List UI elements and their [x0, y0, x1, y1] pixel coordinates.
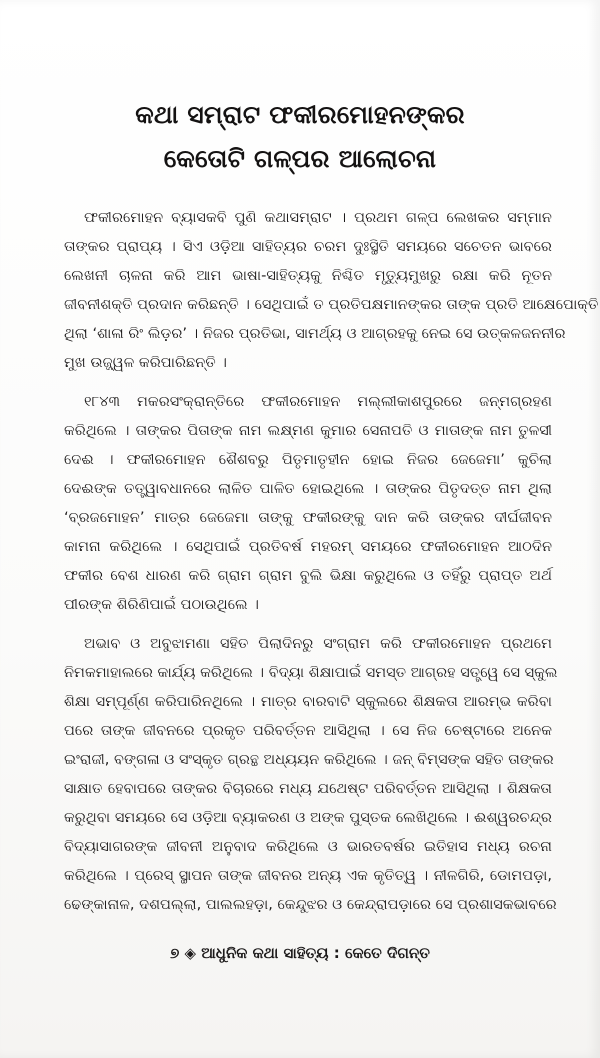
chapter-title-line-2: କେତୋଟି ଗଳ୍ପର ଆଲୋଚନା	[163, 144, 437, 173]
text-line: ବିଦ୍ୟାସାଗରଙ୍କ ଜୀବନୀ ଅନୁବାଦ କରିଥିଲେ ଓ ଭାରତବର୍ଷର ଇତିହାସ ମଧ୍ୟ ରଚନା	[64, 838, 552, 855]
text-line: ପରେ ତାଙ୍କ ଜୀବନରେ ପ୍ରକୃତ ପରିବର୍ତ୍ତନ ଆସିଥିଲା । ସେ ନିଜ ଚେଷ୍ଟାରେ ଅନେକ	[64, 722, 552, 739]
paragraph-3	[64, 629, 558, 919]
text-line: ଦେଈ । ଫକୀରମୋହନ ଶୈଶବରୁ ପିତୃମାତୃହୀନ ହୋଇ ନିଜର ଜେଜେମା’ କୁଚିଲା	[64, 451, 552, 468]
paragraph-2	[64, 387, 552, 619]
text-line: କାମନା କରିଥିଲେ । ସେଥିପାଇଁ ପ୍ରତିବର୍ଷ ମହରମ୍ ସମୟରେ ଫକୀରମୋହନ ଆଠଦିନ	[64, 538, 552, 555]
paragraph-gap	[64, 377, 552, 387]
body-text	[64, 203, 599, 919]
paragraph-gap	[64, 619, 552, 629]
text-line: ଅଭାବ ଓ ଅବୁଝାମଣା ସହିତ ପିଲାଦିନରୁ ସଂଗ୍ରାମ କରି ଫକୀରମୋହନ ପ୍ରଥମେ	[84, 635, 552, 652]
text-line: ମୁଖ ଉଜ୍ଜ୍ୱଳ କରିପାରିଛନ୍ତି ।	[64, 354, 227, 371]
text-line: ପୀରଙ୍କ ଶିରିଣିପାଇଁ ପଠାଉଥିଲେ ।	[64, 596, 259, 613]
text-line: ତାଙ୍କର ପ୍ରାପ୍ୟ । ସିଏ ଓଡ଼ିଆ ସାହିତ୍ୟର ଚରମ ଦୁଃସ୍ଥିତି ସମୟରେ ସଚେତନ ଭାବରେ	[64, 238, 552, 255]
page-number: ୭	[170, 944, 180, 962]
text-line: ସାକ୍ଷାତ ହେବାପରେ ତାଙ୍କର ବିଚାରରେ ମଧ୍ୟ ଯଥେଷ୍ଟ ପରିବର୍ତ୍ତନ ଆସିଥିଲା । ଶିକ୍ଷକତା	[64, 780, 552, 797]
text-line: ଦେଈଙ୍କ ତତ୍ତ୍ୱାବଧାନରେ ଲାଳିତ ପାଳିତ ହୋଇଥିଲେ । ତାଙ୍କର ପିତୃଦତ୍ତ ନାମ ଥିଲା	[64, 480, 552, 497]
page-footer	[60, 944, 540, 962]
text-line: ଢେଙ୍କାନାଳ, ଦଶପଲ୍ଲା, ପାଲଲହଡ଼ା, କେନ୍ଦୁଝର ଓ କେନ୍ଦ୍ରାପଡ଼ାରେ ସେ ପ୍ରଶାସକଭାବରେ	[64, 896, 557, 913]
running-book-title: ଆଧୁନିକ କଥା ସାହିତ୍ୟ : କେତେ ଦିଗନ୍ତ	[201, 944, 430, 962]
text-line: କରିଥିଲେ । ତାଙ୍କର ପିତାଙ୍କ ନାମ ଲକ୍ଷ୍ମଣ କୁମାର ସେନାପତି ଓ ମାତାଙ୍କ ନାମ ତୁଳସୀ	[64, 422, 552, 439]
text-line: ଲେଖନୀ ଚାଳନା କରି ଆମ ଭାଷା-ସାହିତ୍ୟକୁ ନିଶ୍ଚିତ ମୃତ୍ୟୁମୁଖରୁ ରକ୍ଷା କରି ନୂତନ	[64, 267, 552, 284]
text-line: ଇଂରାଜୀ, ବଙ୍ଗଳା ଓ ସଂସ୍କୃତ ଗ୍ରନ୍ଥ ଅଧ୍ୟୟନ କରିଥିଲେ । ଜନ୍ ବିମ୍‌ସଙ୍କ ସହିତ ତାଙ୍କର	[64, 751, 554, 768]
text-line: ଫକୀରମୋହନ ବ୍ୟାସକବି ପୁଣି କଥାସମ୍ରାଟ । ପ୍ରଥମ ଗଳ୍ପ ଲେଖକର ସମ୍ମାନ	[84, 209, 552, 226]
text-line: କରୁଥିବା ସମୟରେ ସେ ଓଡ଼ିଆ ବ୍ୟାକରଣ ଓ ଅଙ୍କ ପୁସ୍ତକ ଲେଖିଥିଲେ । ଈଶ୍ୱରଚନ୍ଦ୍ର	[64, 809, 552, 826]
chapter-title-line-1: କଥା ସମ୍ରାଟ ଫକୀରମୋହନଙ୍କର	[135, 100, 465, 129]
text-line: ଫକୀର ବେଶ ଧାରଣ କରି ଗ୍ରାମ ଗ୍ରାମ ବୁଲି ଭିକ୍ଷା କରୁଥିଲେ ଓ ତହିଁରୁ ପ୍ରାପ୍ତ ଅର୍ଥ	[64, 567, 552, 584]
text-line: ନିମକମାହାଲରେ କାର୍ଯ୍ୟ କରିଥିଲେ । ବିଦ୍ୟା ଶିକ୍ଷାପାଇଁ ସମସ୍ତ ଆଗ୍ରହ ସତ୍ତ୍ୱେ ସେ ସ୍କୁଲ	[64, 664, 558, 681]
diamond-ornament-icon: ◈	[184, 944, 197, 962]
text-line: ‘ବ୍ରଜମୋହନ’ ମାତ୍ର ଜେଜେମା ତାଙ୍କୁ ଫକୀରଙ୍କୁ ଦାନ କରି ତାଙ୍କର ଦୀର୍ଘଜୀବନ	[64, 509, 552, 526]
text-line: ଶିକ୍ଷା ସମ୍ପୂର୍ଣ୍ଣ କରିପାରିନଥିଲେ । ମାତ୍ର ବାରବାଟି ସ୍କୁଲରେ ଶିକ୍ଷକତା ଆରମ୍ଭ କରିବା	[64, 693, 552, 710]
paragraph-1	[64, 203, 599, 377]
text-line: ଥିଲା ‘ଶାଳା ରିଂ ଲିଡ଼ର’ । ନିଜର ପ୍ରତିଭା, ସାମର୍ଥ୍ୟ ଓ ଆଗ୍ରହକୁ ନେଇ ସେ ଉତ୍କଳଜନନୀର	[64, 325, 566, 342]
text-line: ୧୮୪୩ ମକରସଂକ୍ରାନ୍ତିରେ ଫକୀରମୋହନ ମଲ୍ଲୀକାଶପୁରରେ ଜନ୍ମଗ୍ରହଣ	[84, 393, 552, 410]
text-line: ଜୀବନୀଶକ୍ତି ପ୍ରଦାନ କରିଛନ୍ତି । ସେଥିପାଇଁ ତ ପ୍ରତିପକ୍ଷମାନଙ୍କର ତାଙ୍କ ପ୍ରତି ଆକ୍ଷେପୋକ୍ତି	[64, 296, 599, 313]
text-line: କରିଥିଲେ । ପ୍ରେସ୍ ସ୍ଥାପନ ତାଙ୍କ ଜୀବନର ଅନ୍ୟ ଏକ କୃତିତ୍ୱ । ନୀଳଗିରି, ଡୋମପଡ଼ା,	[64, 867, 552, 884]
